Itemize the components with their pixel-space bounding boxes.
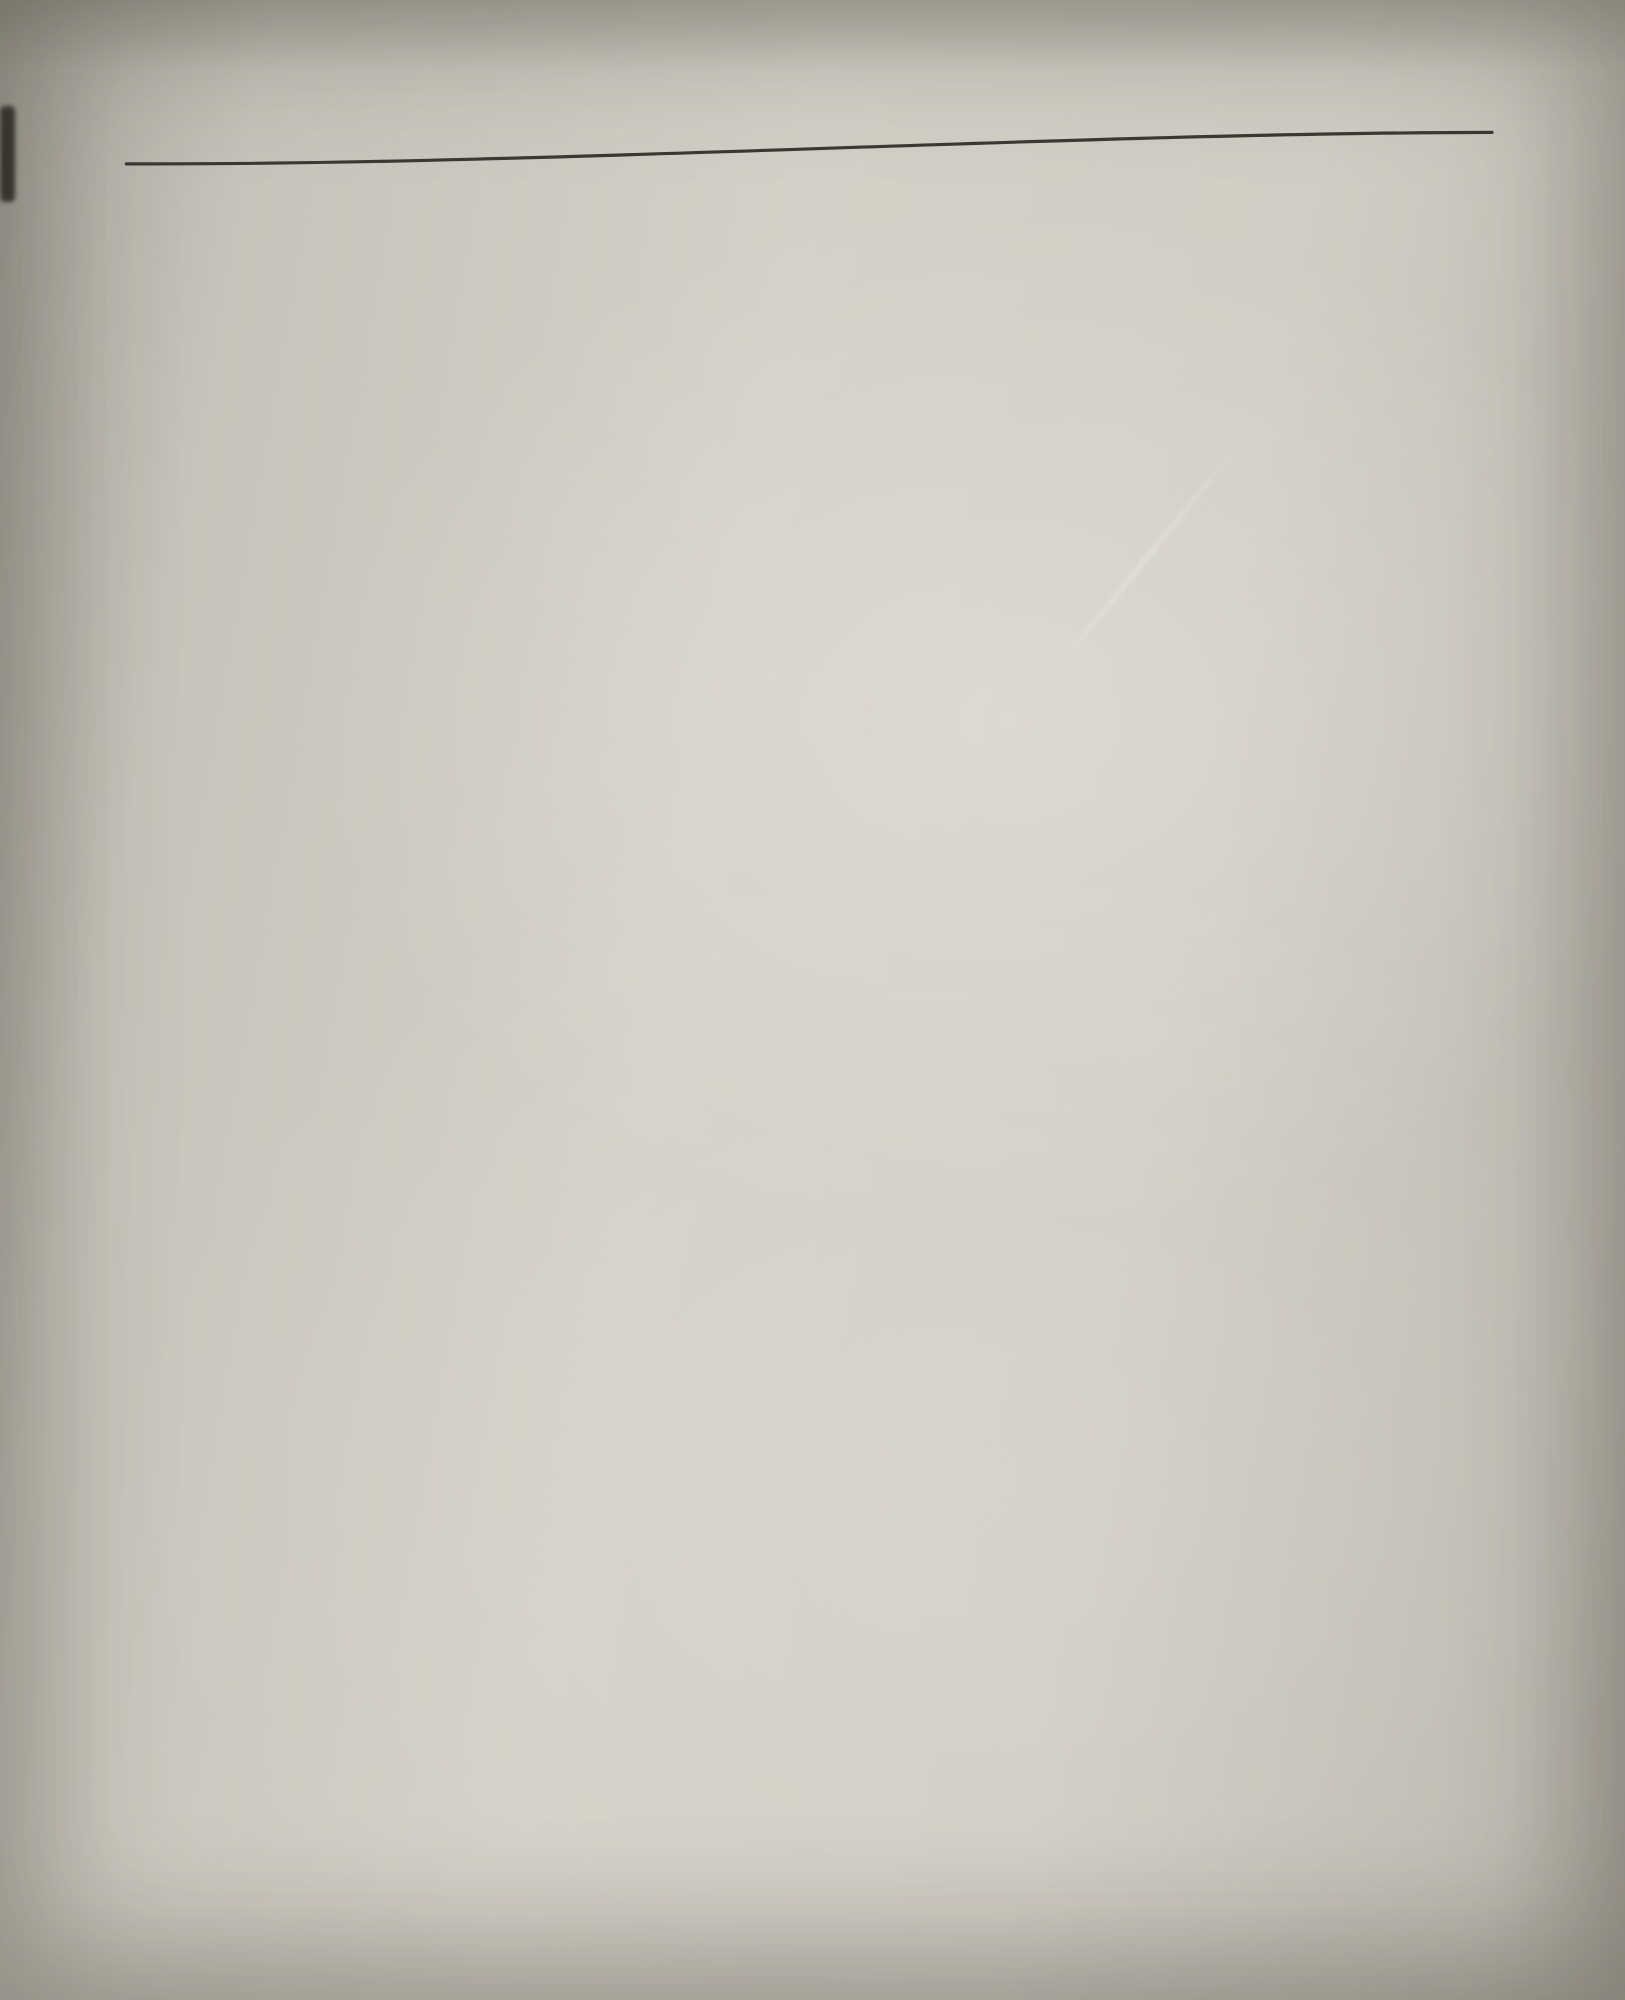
previous-chapter-entries <box>224 176 1544 197</box>
toc-sections <box>224 176 1544 197</box>
chapter-kicker <box>299 177 1469 195</box>
closing-entries <box>224 176 1544 197</box>
chapter-title-line <box>299 177 1469 195</box>
chapter-heading <box>299 177 1469 195</box>
chapter-title-line <box>299 177 1469 195</box>
chapter-title-line <box>299 177 1469 195</box>
header-rule <box>124 116 1496 178</box>
photo-top-shadow <box>0 0 1625 70</box>
table-of-contents <box>224 176 1544 197</box>
scan-artifact-crease <box>1028 421 1258 703</box>
scan-artifact-dark-wedge <box>0 106 15 202</box>
